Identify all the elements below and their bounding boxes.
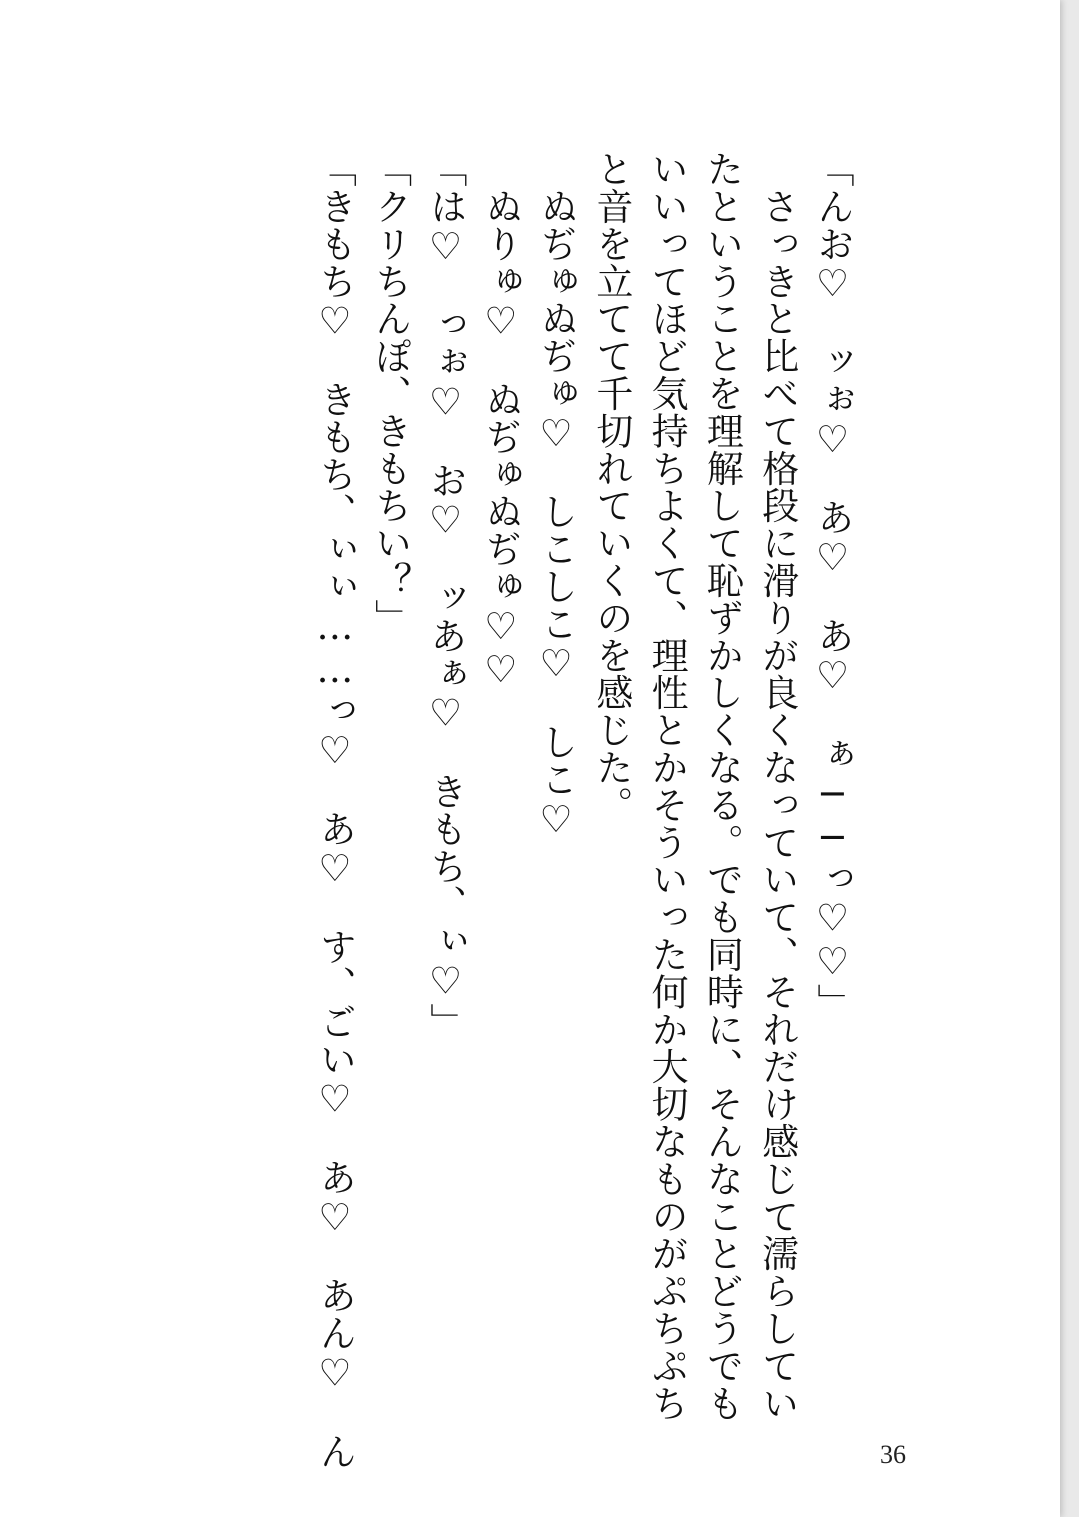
vertical-text-body	[307, 150, 860, 1470]
text-line: たということを理解して恥ずかしくなる。でも同時に、そんなことどうでも	[700, 150, 744, 1422]
text-line: と音を立てて千切れていくのを感じた。	[589, 150, 633, 824]
text-line: 「んお♡ ッぉ♡ あ♡ あ♡ ぁ──っ♡♡」	[811, 150, 854, 1021]
text-line: 「は♡ っぉ♡ お♡ ッあぁ♡ きもち、ぃ♡」	[423, 150, 467, 1041]
text-line: ぬりゅ♡ ぬぢゅぬぢゅ♡♡	[479, 150, 523, 692]
text-line: 「きもち♡ きもち、ぃぃ……っ♡ あ♡ す、ごい♡ あ♡ あん♡ ん	[313, 150, 357, 1470]
text-line: いいってほど気持ちよくて、理性とかそういった何か大切なものがぷちぷち	[645, 150, 689, 1422]
text-line: ぬぢゅぬぢゅ♡ しこしこ♡ しこ♡	[534, 150, 578, 842]
text-line: 「クリちんぽ、きもちい？」	[368, 150, 412, 637]
page-number: 36	[880, 1440, 906, 1469]
text-line: さっきと比べて格段に滑りが良くなっていて、それだけ感じて濡らしてい	[755, 150, 799, 1422]
